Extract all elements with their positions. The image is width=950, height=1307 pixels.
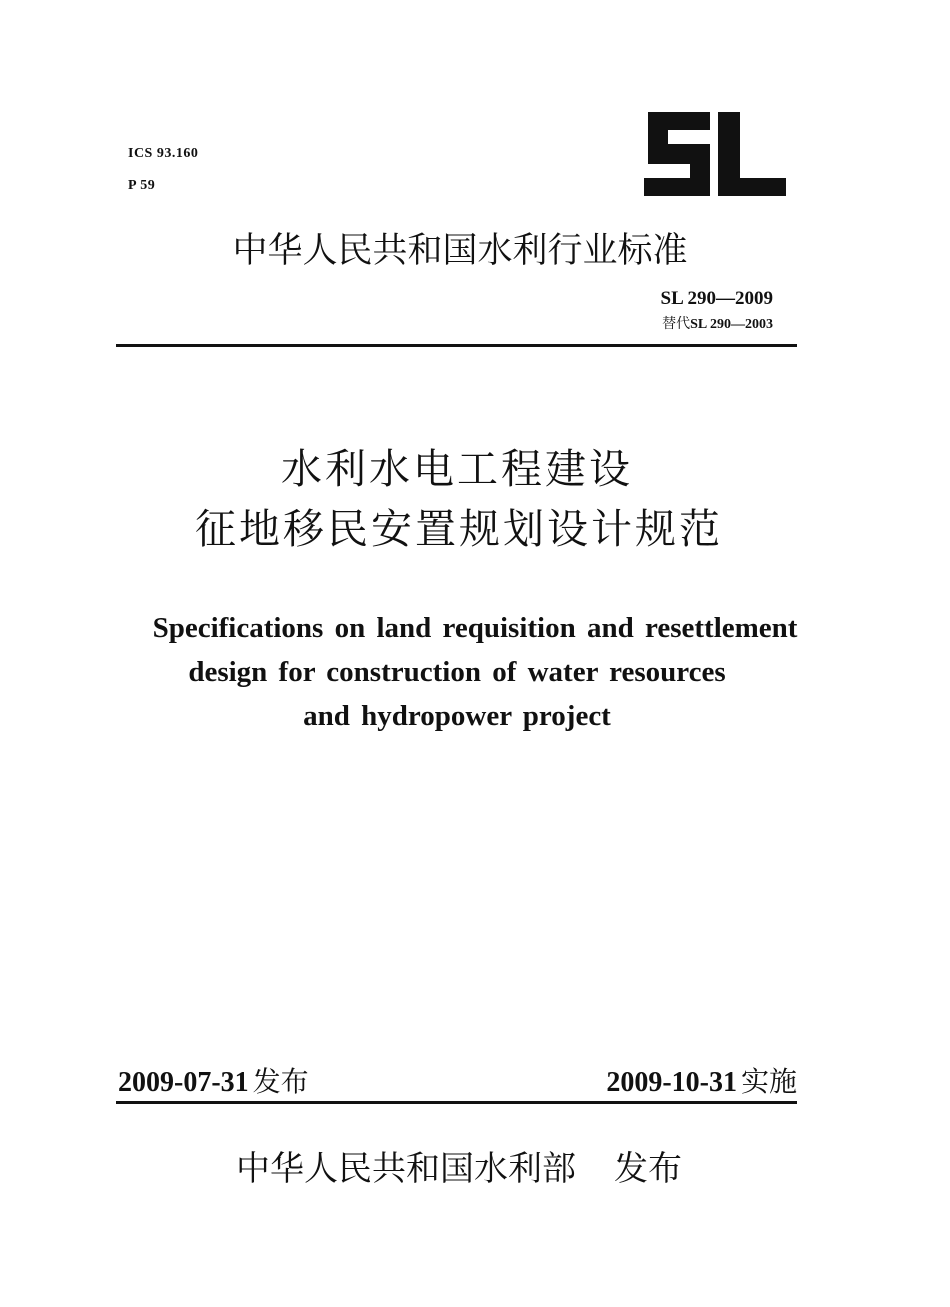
english-title-line-2: design for construction of water resources bbox=[188, 656, 726, 688]
issue-date-label: 发布 bbox=[252, 1065, 309, 1098]
implementation-date bbox=[606, 1060, 797, 1100]
english-title-line-3: and hydropower project bbox=[303, 700, 611, 732]
standard-number: SL 290—2009 bbox=[660, 288, 773, 309]
english-title-line-1: Specifications on land requisition and resettlement bbox=[152, 612, 798, 644]
sl-logo-icon bbox=[640, 108, 788, 200]
bottom-divider bbox=[116, 1101, 797, 1104]
chinese-title-line-2: 征地移民安置规划设计规范 bbox=[195, 505, 723, 553]
issue-date bbox=[118, 1060, 309, 1100]
publisher-name: 中华人民共和国水利部 bbox=[236, 1149, 576, 1189]
standard-category-title: 中华人民共和国水利行业标准 bbox=[232, 231, 688, 271]
publisher bbox=[44, 1141, 874, 1190]
implementation-date-value: 2009-10-31 bbox=[606, 1067, 737, 1098]
logo-letter-l bbox=[718, 112, 786, 196]
chinese-title-line-1: 水利水电工程建设 bbox=[281, 445, 633, 493]
category-code: P 59 bbox=[128, 178, 156, 193]
replaces-label: 替代 bbox=[662, 316, 691, 332]
replaces-code: SL 290—2003 bbox=[690, 317, 773, 332]
implementation-date-label: 实施 bbox=[740, 1065, 797, 1098]
issue-date-value: 2009-07-31 bbox=[118, 1067, 249, 1098]
top-divider bbox=[116, 344, 797, 347]
replaces-standard bbox=[662, 313, 773, 333]
publisher-action: 发布 bbox=[614, 1149, 682, 1189]
ics-code: ICS 93.160 bbox=[128, 146, 199, 161]
logo-letter-s bbox=[644, 112, 710, 196]
